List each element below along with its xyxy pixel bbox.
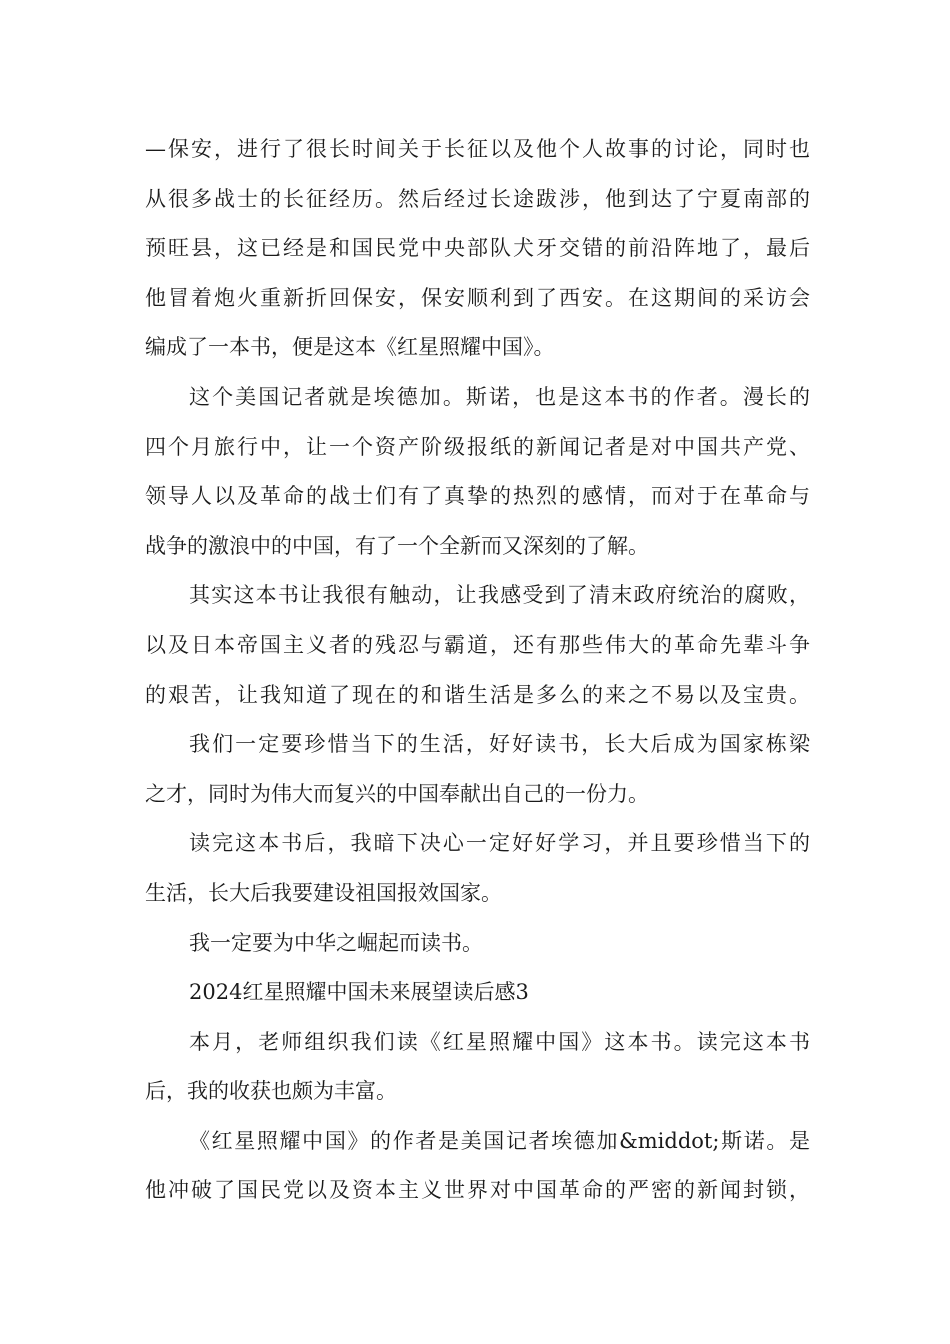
document-body [145,125,810,1216]
text-line: 四个月旅行中，让一个资产阶级报纸的新闻记者是对中国共产党、 [145,434,810,459]
text-line: 后，我的收获也颇为丰富。 [145,1079,397,1104]
paragraph-first-line: 这个美国记者就是埃德加。斯诺，也是这本书的作者。漫长的 [189,384,810,409]
text-line: 的艰苦，让我知道了现在的和谐生活是多么的来之不易以及宝贵。 [145,682,810,707]
text-line: 从很多战士的长征经历。然后经过长途跋涉，他到达了宁夏南部的 [145,186,810,211]
text-line: 预旺县，这已经是和国民党中央部队犬牙交错的前沿阵地了，最后 [145,236,810,261]
paragraph-first-line: 读完这本书后，我暗下决心一定好好学习，并且要珍惜当下的 [189,831,810,856]
text-line: 领导人以及革命的战士们有了真挚的热烈的感情，而对于在革命与 [145,484,810,509]
text-line: 编成了一本书，便是这本《红星照耀中国》。 [145,335,555,360]
text-line: 以及日本帝国主义者的残忍与霸道，还有那些伟大的革命先辈斗争 [145,632,810,657]
text-line: —保安，进行了很长时间关于长征以及他个人故事的讨论，同时也 [145,137,810,161]
paragraph-first-line: 我一定要为中华之崛起而读书。 [189,930,483,955]
text-line: 战争的激浪中的中国，有了一个全新而又深刻的了解。 [145,533,649,558]
text-line: 之才，同时为伟大而复兴的中国奉献出自己的一份力。 [145,781,649,806]
paragraph-first-line: 我们一定要珍惜当下的生活，好好读书，长大后成为国家栋梁 [189,732,810,757]
text-line: 他冲破了国民党以及资本主义世界对中国革命的严密的新闻封锁， [145,1178,810,1203]
text-line: 他冒着炮火重新折回保安，保安顺利到了西安。在这期间的采访会 [145,285,810,310]
paragraph-first-line: 本月，老师组织我们读《红星照耀中国》这本书。读完这本书 [189,1029,810,1054]
paragraph-first-line: 其实这本书让我很有触动，让我感受到了清末政府统治的腐败， [189,583,810,608]
section-heading: 2024红星照耀中国未来展望读后感3 [189,980,529,1005]
text-line: 生活，长大后我要建设祖国报效国家。 [145,880,502,905]
paragraph-first-line: 《红星照耀中国》的作者是美国记者埃德加&middot;斯诺。是 [189,1128,810,1153]
